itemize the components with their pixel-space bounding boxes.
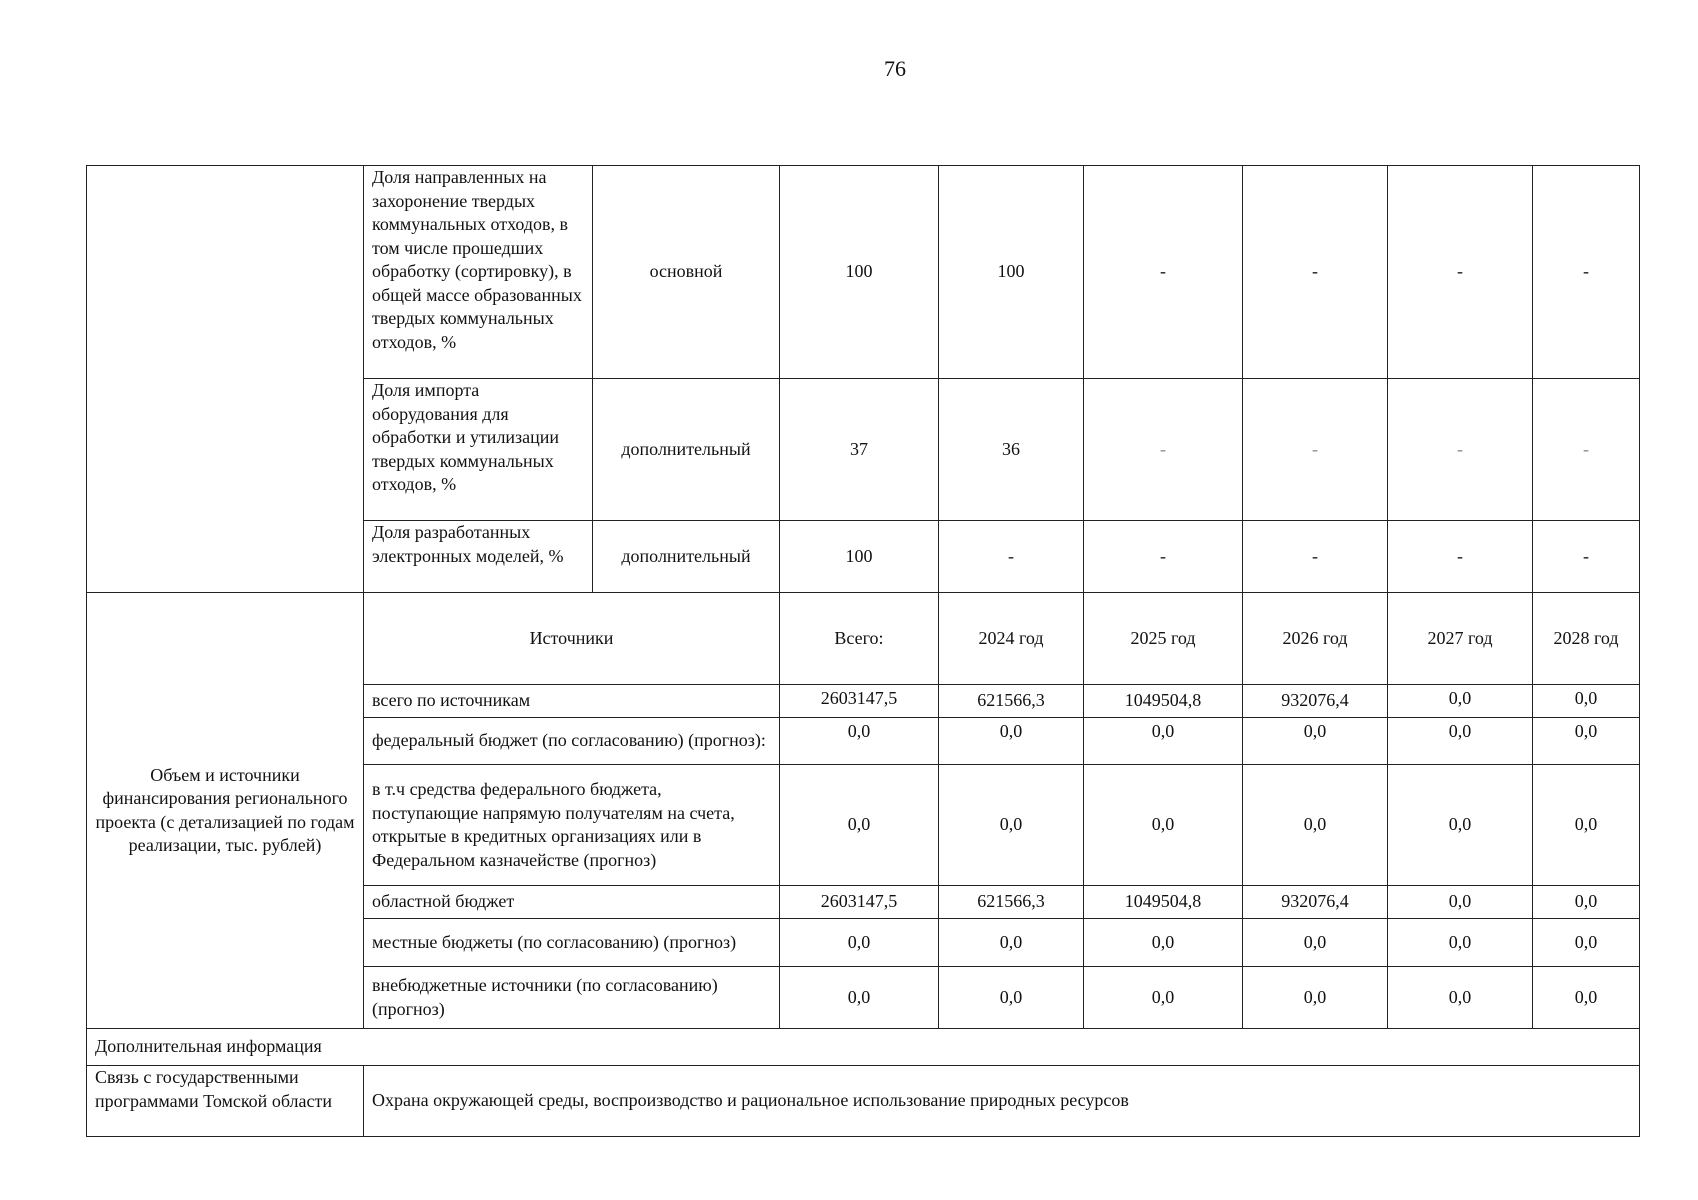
program-link-row — [87, 1066, 1640, 1137]
indicator-value: - — [1243, 521, 1388, 593]
program-link-value: Охрана окружающей среды, воспроизводство и рациональное использование природных ресурсов — [364, 1066, 1640, 1137]
indicator-value: - — [1084, 166, 1243, 379]
indicator-value: - — [1388, 379, 1533, 521]
indicator-value: - — [1388, 166, 1533, 379]
indicator-section-label — [87, 166, 364, 593]
indicator-type: основной — [593, 166, 780, 379]
page-number: 76 — [884, 56, 906, 81]
financing-value: 2603147,5 — [780, 685, 939, 718]
financing-value: 0,0 — [1388, 967, 1533, 1029]
indicator-value: - — [1533, 521, 1640, 593]
indicator-value: - — [1243, 379, 1388, 521]
financing-value: 0,0 — [1084, 967, 1243, 1029]
indicator-value: 36 — [939, 379, 1084, 521]
financing-value: 0,0 — [1388, 718, 1533, 765]
indicator-value: 100 — [780, 521, 939, 593]
program-link-label: Связь с государственными программами Томской области — [87, 1066, 364, 1137]
financing-value: 621566,3 — [939, 685, 1084, 718]
financing-source: в т.ч средства федерального бюджета, поступающие напрямую получателям на счета, открытые в кредитных организациях или в Федеральном казначействе (прогноз) — [364, 765, 780, 886]
financing-value: 932076,4 — [1243, 886, 1388, 919]
indicator-value: - — [939, 521, 1084, 593]
financing-value: 0,0 — [1084, 919, 1243, 967]
indicator-value: 100 — [780, 166, 939, 379]
financing-value: 0,0 — [1533, 967, 1640, 1029]
financing-header-total: Всего: — [780, 593, 939, 685]
indicator-row — [87, 166, 1640, 379]
financing-header-year: 2028 год — [1533, 593, 1640, 685]
financing-value: 932076,4 — [1243, 685, 1388, 718]
financing-value: 0,0 — [1533, 919, 1640, 967]
financing-value: 0,0 — [1533, 886, 1640, 919]
financing-source: всего по источникам — [364, 685, 780, 718]
financing-value: 0,0 — [1388, 919, 1533, 967]
indicator-name: Доля направленных на захоронение твердых коммунальных отходов, в том числе прошедших обработку (сортировку), в общей массе образованных твердых коммунальных отходов, % — [364, 166, 593, 379]
financing-value: 0,0 — [939, 765, 1084, 886]
indicator-value: - — [1084, 379, 1243, 521]
financing-value: 2603147,5 — [780, 886, 939, 919]
indicator-name: Доля импорта оборудования для обработки и утилизации твердых коммунальных отходов, % — [364, 379, 593, 521]
financing-value: 0,0 — [939, 919, 1084, 967]
financing-source: внебюджетные источники (по согласованию) (прогноз) — [364, 967, 780, 1029]
financing-header-year: 2024 год — [939, 593, 1084, 685]
financing-header-sources: Источники — [364, 593, 780, 685]
financing-value: 0,0 — [1084, 765, 1243, 886]
indicator-name: Доля разработанных электронных моделей, % — [364, 521, 593, 593]
financing-value: 0,0 — [939, 718, 1084, 765]
financing-header-row — [87, 593, 1640, 685]
indicator-value: 37 — [780, 379, 939, 521]
indicator-value: - — [1388, 521, 1533, 593]
financing-value: 0,0 — [1243, 919, 1388, 967]
indicator-type: дополнительный — [593, 521, 780, 593]
financing-header-year: 2026 год — [1243, 593, 1388, 685]
financing-value: 0,0 — [1533, 765, 1640, 886]
financing-value: 0,0 — [1388, 886, 1533, 919]
financing-value: 0,0 — [1533, 718, 1640, 765]
financing-value: 0,0 — [939, 967, 1084, 1029]
financing-value: 0,0 — [1243, 967, 1388, 1029]
financing-value: 0,0 — [780, 919, 939, 967]
financing-header-year: 2027 год — [1388, 593, 1533, 685]
indicator-type: дополнительный — [593, 379, 780, 521]
financing-header-year: 2025 год — [1084, 593, 1243, 685]
financing-value: 0,0 — [1243, 765, 1388, 886]
project-table — [86, 165, 1640, 1137]
financing-source: областной бюджет — [364, 886, 780, 919]
financing-source: местные бюджеты (по согласованию) (прогноз) — [364, 919, 780, 967]
additional-info-row — [87, 1029, 1640, 1066]
indicator-value: - — [1084, 521, 1243, 593]
indicator-value: - — [1533, 166, 1640, 379]
financing-section-label: Объем и источники финансирования регионального проекта (с детализацией по годам реализации, тыс. рублей) — [87, 593, 364, 1029]
financing-value: 0,0 — [1533, 685, 1640, 718]
additional-info-label: Дополнительная информация — [87, 1029, 1640, 1066]
financing-value: 0,0 — [1084, 718, 1243, 765]
financing-value: 0,0 — [1243, 718, 1388, 765]
financing-value: 0,0 — [1388, 685, 1533, 718]
indicator-value: 100 — [939, 166, 1084, 379]
financing-source: федеральный бюджет (по согласованию) (прогноз): — [364, 718, 780, 765]
financing-value: 0,0 — [1388, 765, 1533, 886]
financing-value: 1049504,8 — [1084, 685, 1243, 718]
indicator-value: - — [1243, 166, 1388, 379]
indicator-value: - — [1533, 379, 1640, 521]
financing-value: 621566,3 — [939, 886, 1084, 919]
financing-value: 0,0 — [780, 967, 939, 1029]
financing-value: 0,0 — [780, 718, 939, 765]
financing-value: 0,0 — [780, 765, 939, 886]
financing-value: 1049504,8 — [1084, 886, 1243, 919]
